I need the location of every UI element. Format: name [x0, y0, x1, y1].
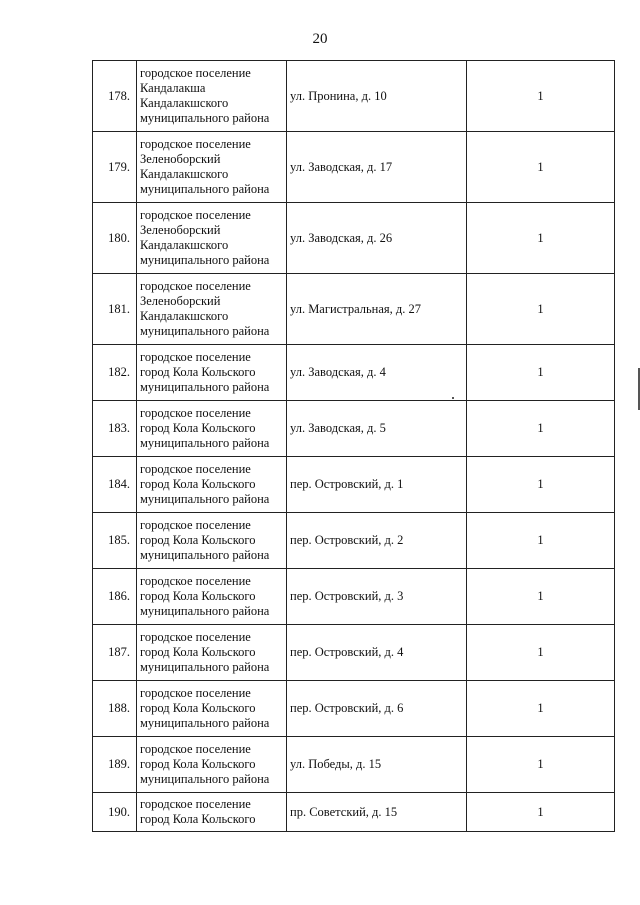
- settlement-line: город Кола Кольского: [140, 589, 256, 603]
- settlement-line: Зеленоборский: [140, 294, 221, 308]
- settlement-line: муниципального района: [140, 604, 270, 618]
- settlement-line: городское поселение: [140, 208, 251, 222]
- row-number: 190.: [93, 793, 137, 832]
- quantity: 1: [467, 132, 615, 203]
- row-number: 182.: [93, 345, 137, 401]
- row-number: 188.: [93, 681, 137, 737]
- address: пер. Островский, д. 6: [287, 681, 467, 737]
- row-number: 189.: [93, 737, 137, 793]
- table-row: [93, 203, 615, 274]
- row-number: 187.: [93, 625, 137, 681]
- settlement-line: муниципального района: [140, 492, 270, 506]
- quantity: 1: [467, 401, 615, 457]
- settlement-line: город Кола Кольского: [140, 757, 256, 771]
- quantity: 1: [467, 793, 615, 832]
- settlement-line: Кандалакшского: [140, 309, 229, 323]
- settlement-line: городское поселение: [140, 742, 251, 756]
- register-table: [92, 60, 615, 832]
- settlement-line: город Кола Кольского: [140, 477, 256, 491]
- table-row: [93, 345, 615, 401]
- settlement-name: [137, 569, 287, 625]
- settlement-line: муниципального района: [140, 253, 270, 267]
- row-number: 185.: [93, 513, 137, 569]
- settlement-line: Зеленоборский: [140, 223, 221, 237]
- table-row: [93, 737, 615, 793]
- quantity: 1: [467, 203, 615, 274]
- settlement-line: город Кола Кольского: [140, 533, 256, 547]
- settlement-name: [137, 513, 287, 569]
- address: ул. Заводская, д. 26: [287, 203, 467, 274]
- settlement-name: [137, 625, 287, 681]
- row-number: 186.: [93, 569, 137, 625]
- address: ул. Заводская, д. 5: [287, 401, 467, 457]
- settlement-line: город Кола Кольского: [140, 645, 256, 659]
- quantity: 1: [467, 345, 615, 401]
- quantity: 1: [467, 513, 615, 569]
- quantity: 1: [467, 274, 615, 345]
- row-number: 181.: [93, 274, 137, 345]
- settlement-line: Кандалакшского: [140, 96, 229, 110]
- address: ул. Магистральная, д. 27: [287, 274, 467, 345]
- scan-speck: [452, 397, 454, 399]
- quantity: 1: [467, 737, 615, 793]
- page-number: 20: [312, 31, 328, 47]
- settlement-line: городское поселение: [140, 462, 251, 476]
- settlement-name: [137, 737, 287, 793]
- quantity: 1: [467, 457, 615, 513]
- settlement-line: муниципального района: [140, 660, 270, 674]
- settlement-line: городское поселение: [140, 66, 251, 80]
- settlement-line: муниципального района: [140, 324, 270, 338]
- settlement-name: [137, 457, 287, 513]
- settlement-line: муниципального района: [140, 380, 270, 394]
- quantity: 1: [467, 625, 615, 681]
- settlement-line: город Кола Кольского: [140, 812, 256, 826]
- table-row: [93, 61, 615, 132]
- table-row: [93, 274, 615, 345]
- settlement-line: городское поселение: [140, 406, 251, 420]
- settlement-line: муниципального района: [140, 436, 270, 450]
- settlement-line: муниципального района: [140, 111, 270, 125]
- settlement-line: муниципального района: [140, 548, 270, 562]
- table-row: [93, 513, 615, 569]
- settlement-name: [137, 132, 287, 203]
- settlement-line: городское поселение: [140, 518, 251, 532]
- settlement-line: город Кола Кольского: [140, 365, 256, 379]
- settlement-line: Кандалакша: [140, 81, 206, 95]
- address: пер. Островский, д. 2: [287, 513, 467, 569]
- settlement-line: Кандалакшского: [140, 167, 229, 181]
- settlement-line: городское поселение: [140, 797, 251, 811]
- settlement-name: [137, 345, 287, 401]
- table-row: [93, 457, 615, 513]
- quantity: 1: [467, 681, 615, 737]
- address: пер. Островский, д. 1: [287, 457, 467, 513]
- settlement-line: город Кола Кольского: [140, 421, 256, 435]
- settlement-name: [137, 793, 287, 832]
- settlement-line: городское поселение: [140, 137, 251, 151]
- row-number: 184.: [93, 457, 137, 513]
- settlement-line: городское поселение: [140, 630, 251, 644]
- settlement-name: [137, 681, 287, 737]
- table-row: [93, 625, 615, 681]
- address: пр. Советский, д. 15: [287, 793, 467, 832]
- quantity: 1: [467, 569, 615, 625]
- settlement-line: муниципального района: [140, 716, 270, 730]
- quantity: 1: [467, 61, 615, 132]
- table-row: [93, 132, 615, 203]
- settlement-name: [137, 203, 287, 274]
- settlement-line: город Кола Кольского: [140, 701, 256, 715]
- settlement-line: муниципального района: [140, 182, 270, 196]
- row-number: 183.: [93, 401, 137, 457]
- settlement-line: Кандалакшского: [140, 238, 229, 252]
- settlement-line: городское поселение: [140, 350, 251, 364]
- row-number: 178.: [93, 61, 137, 132]
- settlement-line: муниципального района: [140, 772, 270, 786]
- table-row: [93, 793, 615, 832]
- settlement-line: Зеленоборский: [140, 152, 221, 166]
- table-row: [93, 681, 615, 737]
- row-number: 179.: [93, 132, 137, 203]
- settlement-name: [137, 61, 287, 132]
- row-number: 180.: [93, 203, 137, 274]
- address: ул. Победы, д. 15: [287, 737, 467, 793]
- table-row: [93, 401, 615, 457]
- settlement-name: [137, 274, 287, 345]
- table-row: [93, 569, 615, 625]
- settlement-line: городское поселение: [140, 279, 251, 293]
- address: ул. Заводская, д. 4: [287, 345, 467, 401]
- address: ул. Заводская, д. 17: [287, 132, 467, 203]
- address: ул. Пронина, д. 10: [287, 61, 467, 132]
- settlement-line: городское поселение: [140, 686, 251, 700]
- address: пер. Островский, д. 3: [287, 569, 467, 625]
- settlement-name: [137, 401, 287, 457]
- address: пер. Островский, д. 4: [287, 625, 467, 681]
- settlement-line: городское поселение: [140, 574, 251, 588]
